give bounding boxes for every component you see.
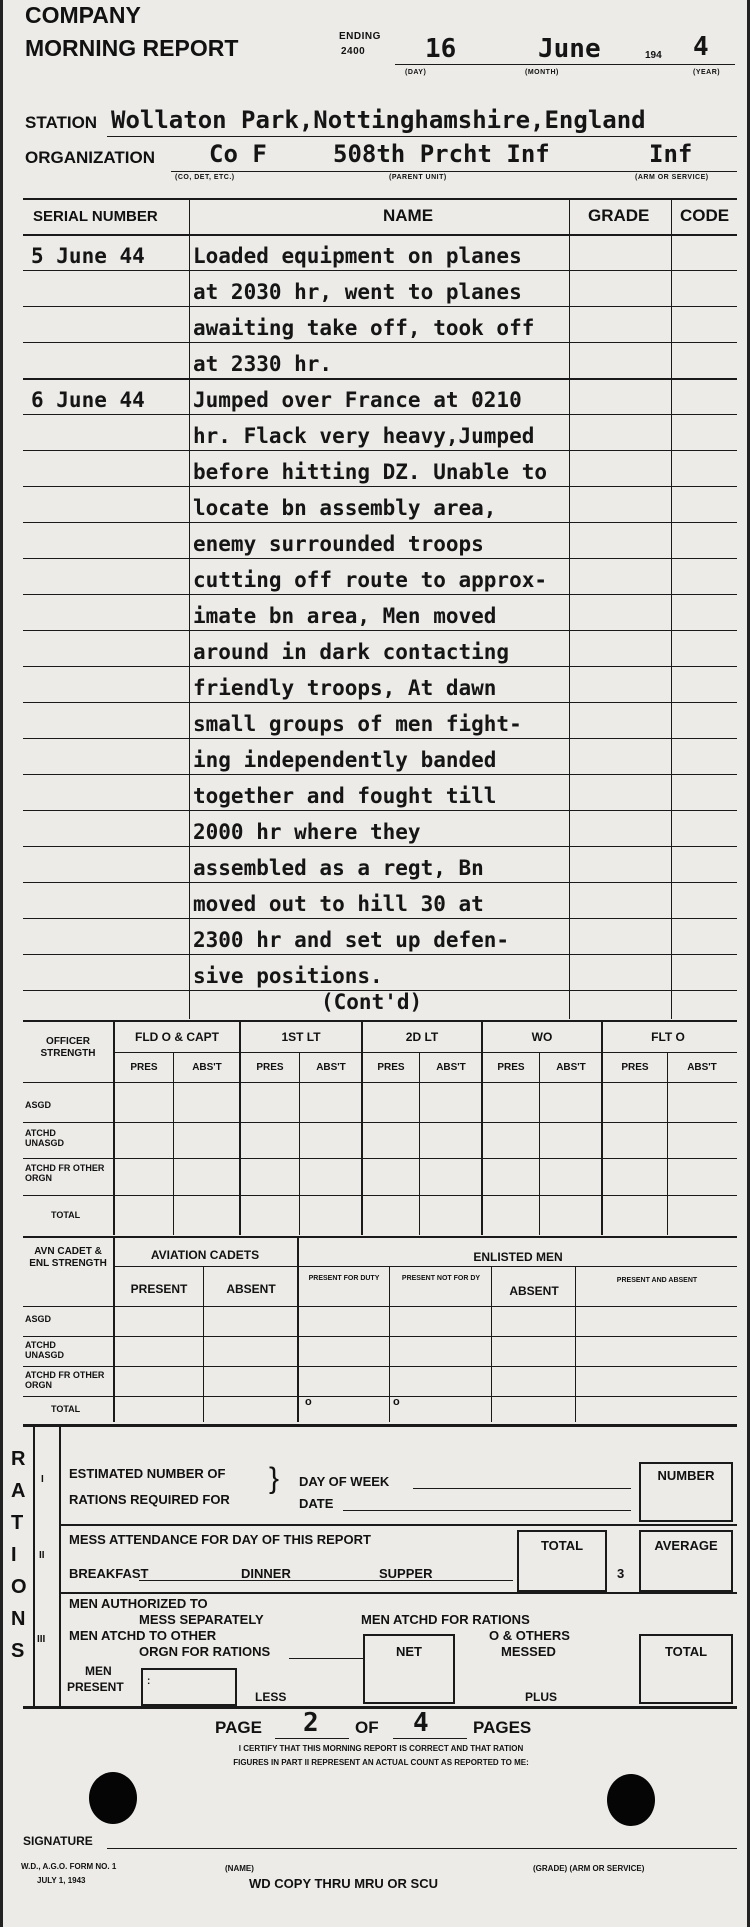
pres-header: PRES bbox=[256, 1062, 284, 1073]
officer-row-rule bbox=[23, 1158, 737, 1159]
average-label: AVERAGE bbox=[654, 1538, 718, 1553]
name-header: NAME bbox=[383, 206, 434, 225]
punch-hole-left bbox=[89, 1772, 137, 1824]
aviation-cadets-header: AVIATION CADETS bbox=[150, 1248, 260, 1262]
signature-label: SIGNATURE bbox=[23, 1834, 93, 1848]
form-date: JULY 1, 1943 bbox=[37, 1876, 86, 1885]
rations-part-divider bbox=[59, 1424, 61, 1706]
rations-letter: S bbox=[11, 1640, 25, 1662]
org-caption-parent: (PARENT UNIT) bbox=[389, 174, 447, 181]
rations-letter-divider bbox=[33, 1424, 35, 1706]
station-label: STATION bbox=[25, 113, 98, 132]
officer-subcol-divider bbox=[299, 1052, 300, 1235]
fld-o-capt-header: FLD O & CAPT bbox=[135, 1030, 219, 1044]
rations-letter: R bbox=[11, 1448, 26, 1470]
entry-date: 6 June 44 bbox=[31, 388, 145, 412]
less-label: LESS bbox=[255, 1690, 287, 1704]
entry-line: ing independently banded bbox=[193, 748, 497, 772]
code-header: CODE bbox=[680, 206, 730, 225]
enlisted-absent-header: ABSENT bbox=[509, 1284, 559, 1298]
entry-line: 2000 hr where they bbox=[193, 820, 421, 844]
enlisted-row-rule bbox=[23, 1366, 737, 1367]
officer-subcol-divider bbox=[667, 1052, 668, 1235]
column-header-bottom-rule bbox=[23, 234, 737, 236]
enlisted-subcol-divider bbox=[491, 1266, 492, 1422]
column-header-top-rule bbox=[23, 198, 737, 200]
entry-line: moved out to hill 30 at bbox=[193, 892, 484, 916]
year-caption: (YEAR) bbox=[693, 69, 721, 76]
form-number: W.D., A.G.O. FORM NO. 1 bbox=[21, 1862, 117, 1871]
number-label: NUMBER bbox=[657, 1468, 715, 1483]
entry-rule bbox=[23, 954, 737, 955]
report-year-digit: 4 bbox=[693, 32, 709, 62]
plus-label: PLUS bbox=[525, 1690, 558, 1704]
ending-label: ENDING bbox=[339, 31, 381, 42]
part-i-label: I bbox=[41, 1474, 44, 1485]
entry-rule bbox=[23, 270, 737, 271]
form-title-line1: COMPANY bbox=[25, 2, 141, 28]
present-for-duty-header: PRESENT FOR DUTY bbox=[308, 1275, 380, 1282]
entry-rule bbox=[23, 630, 737, 631]
rations-letter: A bbox=[11, 1480, 26, 1502]
enlisted-row-atchd-fr-other: ATCHD FR OTHER ORGN bbox=[25, 1370, 105, 1390]
divide-three: 3 bbox=[617, 1566, 625, 1581]
certification-line1: I CERTIFY THAT THIS MORNING REPORT IS CORRECT AND THAT RATION bbox=[238, 1744, 524, 1753]
mess-separately-label: MESS SEPARATELY bbox=[139, 1612, 264, 1627]
2d-lt-header: 2D LT bbox=[405, 1030, 439, 1044]
month-caption: (MONTH) bbox=[525, 69, 559, 76]
enlisted-row-atchd-unasgd: ATCHD UNASGD bbox=[25, 1340, 65, 1360]
org-caption-arm: (ARM OR SERVICE) bbox=[635, 174, 709, 181]
flt-o-header: FLT O bbox=[651, 1030, 685, 1044]
pres-header: PRES bbox=[497, 1062, 525, 1073]
enlisted-header-rule bbox=[23, 1306, 737, 1307]
officer-group-divider bbox=[361, 1020, 363, 1235]
men-present-mark: : bbox=[147, 1676, 151, 1687]
abst-header: ABS'T bbox=[436, 1062, 466, 1073]
dinner-label: DINNER bbox=[241, 1566, 291, 1581]
enlisted-subcol-divider bbox=[203, 1266, 204, 1422]
entry-rule bbox=[23, 522, 737, 523]
entry-rule bbox=[23, 738, 737, 739]
entry-line: friendly troops, At dawn bbox=[193, 676, 497, 700]
estimated-rations-line2: RATIONS REQUIRED FOR bbox=[69, 1492, 230, 1507]
estimated-rations-line1: ESTIMATED NUMBER OF bbox=[69, 1466, 226, 1481]
certification-line2: FIGURES IN PART II REPRESENT AN ACTUAL COUNT AS REPORTED TO ME: bbox=[233, 1758, 529, 1767]
orgn-for-rations-label: ORGN FOR RATIONS bbox=[139, 1644, 271, 1659]
report-month: June bbox=[538, 34, 601, 64]
enlisted-row-asgd: ASGD bbox=[25, 1314, 52, 1324]
serial-number-header: SERIAL NUMBER bbox=[33, 208, 158, 225]
code-column-divider bbox=[671, 199, 672, 1019]
present-not-for-duty-header: PRESENT NOT FOR DY bbox=[401, 1275, 481, 1282]
officer-strength-label: OFFICER STRENGTH bbox=[40, 1036, 96, 1059]
entry-line: locate bn assembly area, bbox=[193, 496, 497, 520]
date-underline bbox=[395, 64, 735, 65]
entry-rule bbox=[23, 882, 737, 883]
officer-row-asgd: ASGD bbox=[25, 1100, 52, 1110]
entry-line: together and fought till bbox=[193, 784, 497, 808]
entry-rule bbox=[23, 414, 737, 415]
officer-header-rule bbox=[23, 1082, 737, 1083]
entry-rule bbox=[23, 378, 737, 380]
cadets-absent-header: ABSENT bbox=[226, 1282, 276, 1296]
entry-line: 2300 hr and set up defen- bbox=[193, 928, 510, 952]
grade-arm-caption: (GRADE) (ARM OR SERVICE) bbox=[533, 1864, 645, 1873]
entry-line: cutting off route to approx- bbox=[193, 568, 548, 592]
rations-letter: O bbox=[11, 1576, 27, 1598]
total-mark: o bbox=[305, 1396, 312, 1408]
abst-header: ABS'T bbox=[316, 1062, 346, 1073]
entry-rule bbox=[23, 558, 737, 559]
grade-header: GRADE bbox=[588, 206, 650, 225]
page-number: 2 bbox=[303, 1708, 319, 1738]
pres-header: PRES bbox=[377, 1062, 405, 1073]
present-and-absent-header: PRESENT AND ABSENT bbox=[616, 1277, 698, 1284]
abst-header: ABS'T bbox=[192, 1062, 222, 1073]
wd-copy-note: WD COPY THRU MRU OR SCU bbox=[249, 1876, 438, 1891]
abst-header: ABS'T bbox=[687, 1062, 717, 1073]
rations-letter: N bbox=[11, 1608, 26, 1630]
men-atchd-other-label: MEN ATCHD TO OTHER bbox=[69, 1628, 217, 1643]
org-parent-unit: 508th Prcht Inf bbox=[333, 140, 550, 168]
1st-lt-header: 1ST LT bbox=[281, 1030, 321, 1044]
officer-row-rule bbox=[23, 1195, 737, 1196]
entry-rule bbox=[23, 306, 737, 307]
enlisted-label-divider bbox=[113, 1236, 115, 1422]
entry-line: at 2330 hr. bbox=[193, 352, 333, 376]
entry-line: hr. Flack very heavy,Jumped bbox=[193, 424, 535, 448]
entry-rule bbox=[23, 594, 737, 595]
rations-letter: I bbox=[11, 1544, 17, 1566]
enlisted-table-top bbox=[23, 1236, 737, 1238]
officer-row-total: TOTAL bbox=[51, 1210, 81, 1220]
form-title-line2: MORNING REPORT bbox=[25, 35, 239, 61]
page-total: 4 bbox=[413, 1708, 429, 1738]
officer-subcol-divider bbox=[419, 1052, 420, 1235]
total-mark: o bbox=[393, 1396, 400, 1408]
enlisted-row-total: TOTAL bbox=[51, 1404, 81, 1414]
officer-row-atchd-fr-other: ATCHD FR OTHER ORGN bbox=[25, 1163, 105, 1183]
enlisted-row-rule bbox=[23, 1336, 737, 1337]
entry-rule bbox=[23, 702, 737, 703]
entry-rule bbox=[23, 486, 737, 487]
entry-date: 5 June 44 bbox=[31, 244, 145, 268]
entry-line: at 2030 hr, went to planes bbox=[193, 280, 522, 304]
day-of-week-label: DAY OF WEEK bbox=[299, 1474, 390, 1489]
enlisted-group-rule bbox=[113, 1266, 737, 1267]
page-label: PAGE bbox=[215, 1718, 262, 1737]
rations-letter: T bbox=[11, 1512, 24, 1534]
name-caption: (NAME) bbox=[225, 1864, 254, 1873]
entry-line: around in dark contacting bbox=[193, 640, 510, 664]
continued-note: (Cont'd) bbox=[321, 990, 423, 1014]
entry-rule bbox=[23, 774, 737, 775]
wo-header: WO bbox=[531, 1030, 553, 1044]
station-underline bbox=[107, 136, 737, 137]
bracket: } bbox=[269, 1462, 280, 1495]
men-present-label2: PRESENT bbox=[67, 1680, 124, 1694]
report-day: 16 bbox=[425, 34, 457, 64]
o-others-label: O & OTHERS bbox=[489, 1628, 570, 1643]
net-label: NET bbox=[396, 1644, 422, 1659]
station-value: Wollaton Park,Nottinghamshire,England bbox=[111, 106, 646, 134]
orgn-rations-line bbox=[289, 1658, 363, 1659]
pages-label: PAGES bbox=[473, 1718, 532, 1737]
rations-part-rule bbox=[59, 1592, 737, 1594]
officer-group-divider bbox=[239, 1020, 241, 1235]
men-present-box[interactable] bbox=[141, 1668, 237, 1706]
signature-line bbox=[107, 1848, 737, 1849]
enlisted-subcol-divider bbox=[575, 1266, 576, 1422]
breakfast-label: BREAKFAST bbox=[69, 1566, 149, 1581]
part-iii-label: III bbox=[37, 1634, 46, 1645]
total-label: TOTAL bbox=[540, 1538, 584, 1553]
officer-subcol-divider bbox=[173, 1052, 174, 1235]
officer-table-top bbox=[23, 1020, 737, 1022]
total2-label: TOTAL bbox=[664, 1644, 708, 1659]
year-prefix: 194 bbox=[645, 50, 662, 61]
day-of-week-line bbox=[413, 1488, 631, 1489]
rations-top-rule bbox=[23, 1424, 737, 1427]
messed-label: MESSED bbox=[501, 1644, 556, 1659]
entry-line: sive positions. bbox=[193, 964, 383, 988]
entry-line: Jumped over France at 0210 bbox=[193, 388, 522, 412]
officer-subcol-divider bbox=[539, 1052, 540, 1235]
breakfast-line bbox=[139, 1580, 513, 1581]
page-total-line bbox=[393, 1738, 467, 1739]
entry-line: assembled as a regt, Bn bbox=[193, 856, 484, 880]
entry-line: Loaded equipment on planes bbox=[193, 244, 522, 268]
page-number-line bbox=[275, 1738, 349, 1739]
org-company: Co F bbox=[209, 140, 267, 168]
men-atchd-for-rations-label: MEN ATCHD FOR RATIONS bbox=[361, 1612, 530, 1627]
entry-line: awaiting take off, took off bbox=[193, 316, 535, 340]
org-caption-co: (CO, DET, ETC.) bbox=[175, 174, 235, 181]
officer-group-rule bbox=[113, 1052, 737, 1053]
punch-hole-right bbox=[607, 1774, 655, 1826]
entry-rule bbox=[23, 918, 737, 919]
supper-label: SUPPER bbox=[379, 1566, 433, 1581]
entry-line: before hitting DZ. Unable to bbox=[193, 460, 548, 484]
officer-row-rule bbox=[23, 1122, 737, 1123]
org-underline bbox=[171, 171, 737, 172]
officer-row-atchd-unasgd: ATCHD UNASGD bbox=[25, 1128, 65, 1148]
entry-line: enemy surrounded troops bbox=[193, 532, 484, 556]
ending-time: 2400 bbox=[341, 46, 366, 57]
abst-header: ABS'T bbox=[556, 1062, 586, 1073]
entry-line: small groups of men fight- bbox=[193, 712, 522, 736]
organization-label: ORGANIZATION bbox=[25, 148, 156, 167]
enlisted-subcol-divider bbox=[389, 1266, 390, 1422]
avn-cadet-enl-label: AVN CADET & ENL STRENGTH bbox=[29, 1246, 107, 1269]
of-label: OF bbox=[355, 1718, 379, 1737]
enlisted-row-rule bbox=[23, 1396, 737, 1397]
part-ii-label: II bbox=[39, 1550, 45, 1561]
entry-rule bbox=[23, 450, 737, 451]
serial-column-divider bbox=[189, 199, 190, 1019]
grade-column-divider bbox=[569, 199, 570, 1019]
officer-group-divider bbox=[601, 1020, 603, 1235]
day-caption: (DAY) bbox=[405, 69, 427, 76]
mess-attendance-label: MESS ATTENDANCE FOR DAY OF THIS REPORT bbox=[69, 1532, 371, 1547]
date-line bbox=[343, 1510, 631, 1511]
pres-header: PRES bbox=[130, 1062, 158, 1073]
rations-bottom-rule bbox=[23, 1706, 737, 1709]
entry-rule bbox=[23, 342, 737, 343]
entry-rule bbox=[23, 846, 737, 847]
entry-rule bbox=[23, 666, 737, 667]
men-present-label1: MEN bbox=[85, 1664, 112, 1678]
officer-group-divider bbox=[481, 1020, 483, 1235]
men-authorized-label: MEN AUTHORIZED TO bbox=[69, 1596, 208, 1611]
cadets-present-header: PRESENT bbox=[130, 1282, 188, 1296]
org-arm: Inf bbox=[649, 140, 693, 168]
entry-line: imate bn area, Men moved bbox=[193, 604, 497, 628]
pres-header: PRES bbox=[621, 1062, 649, 1073]
enlisted-men-header: ENLISTED MEN bbox=[473, 1250, 563, 1264]
rations-part-rule bbox=[59, 1524, 737, 1526]
entry-rule bbox=[23, 810, 737, 811]
date-label: DATE bbox=[299, 1496, 334, 1511]
